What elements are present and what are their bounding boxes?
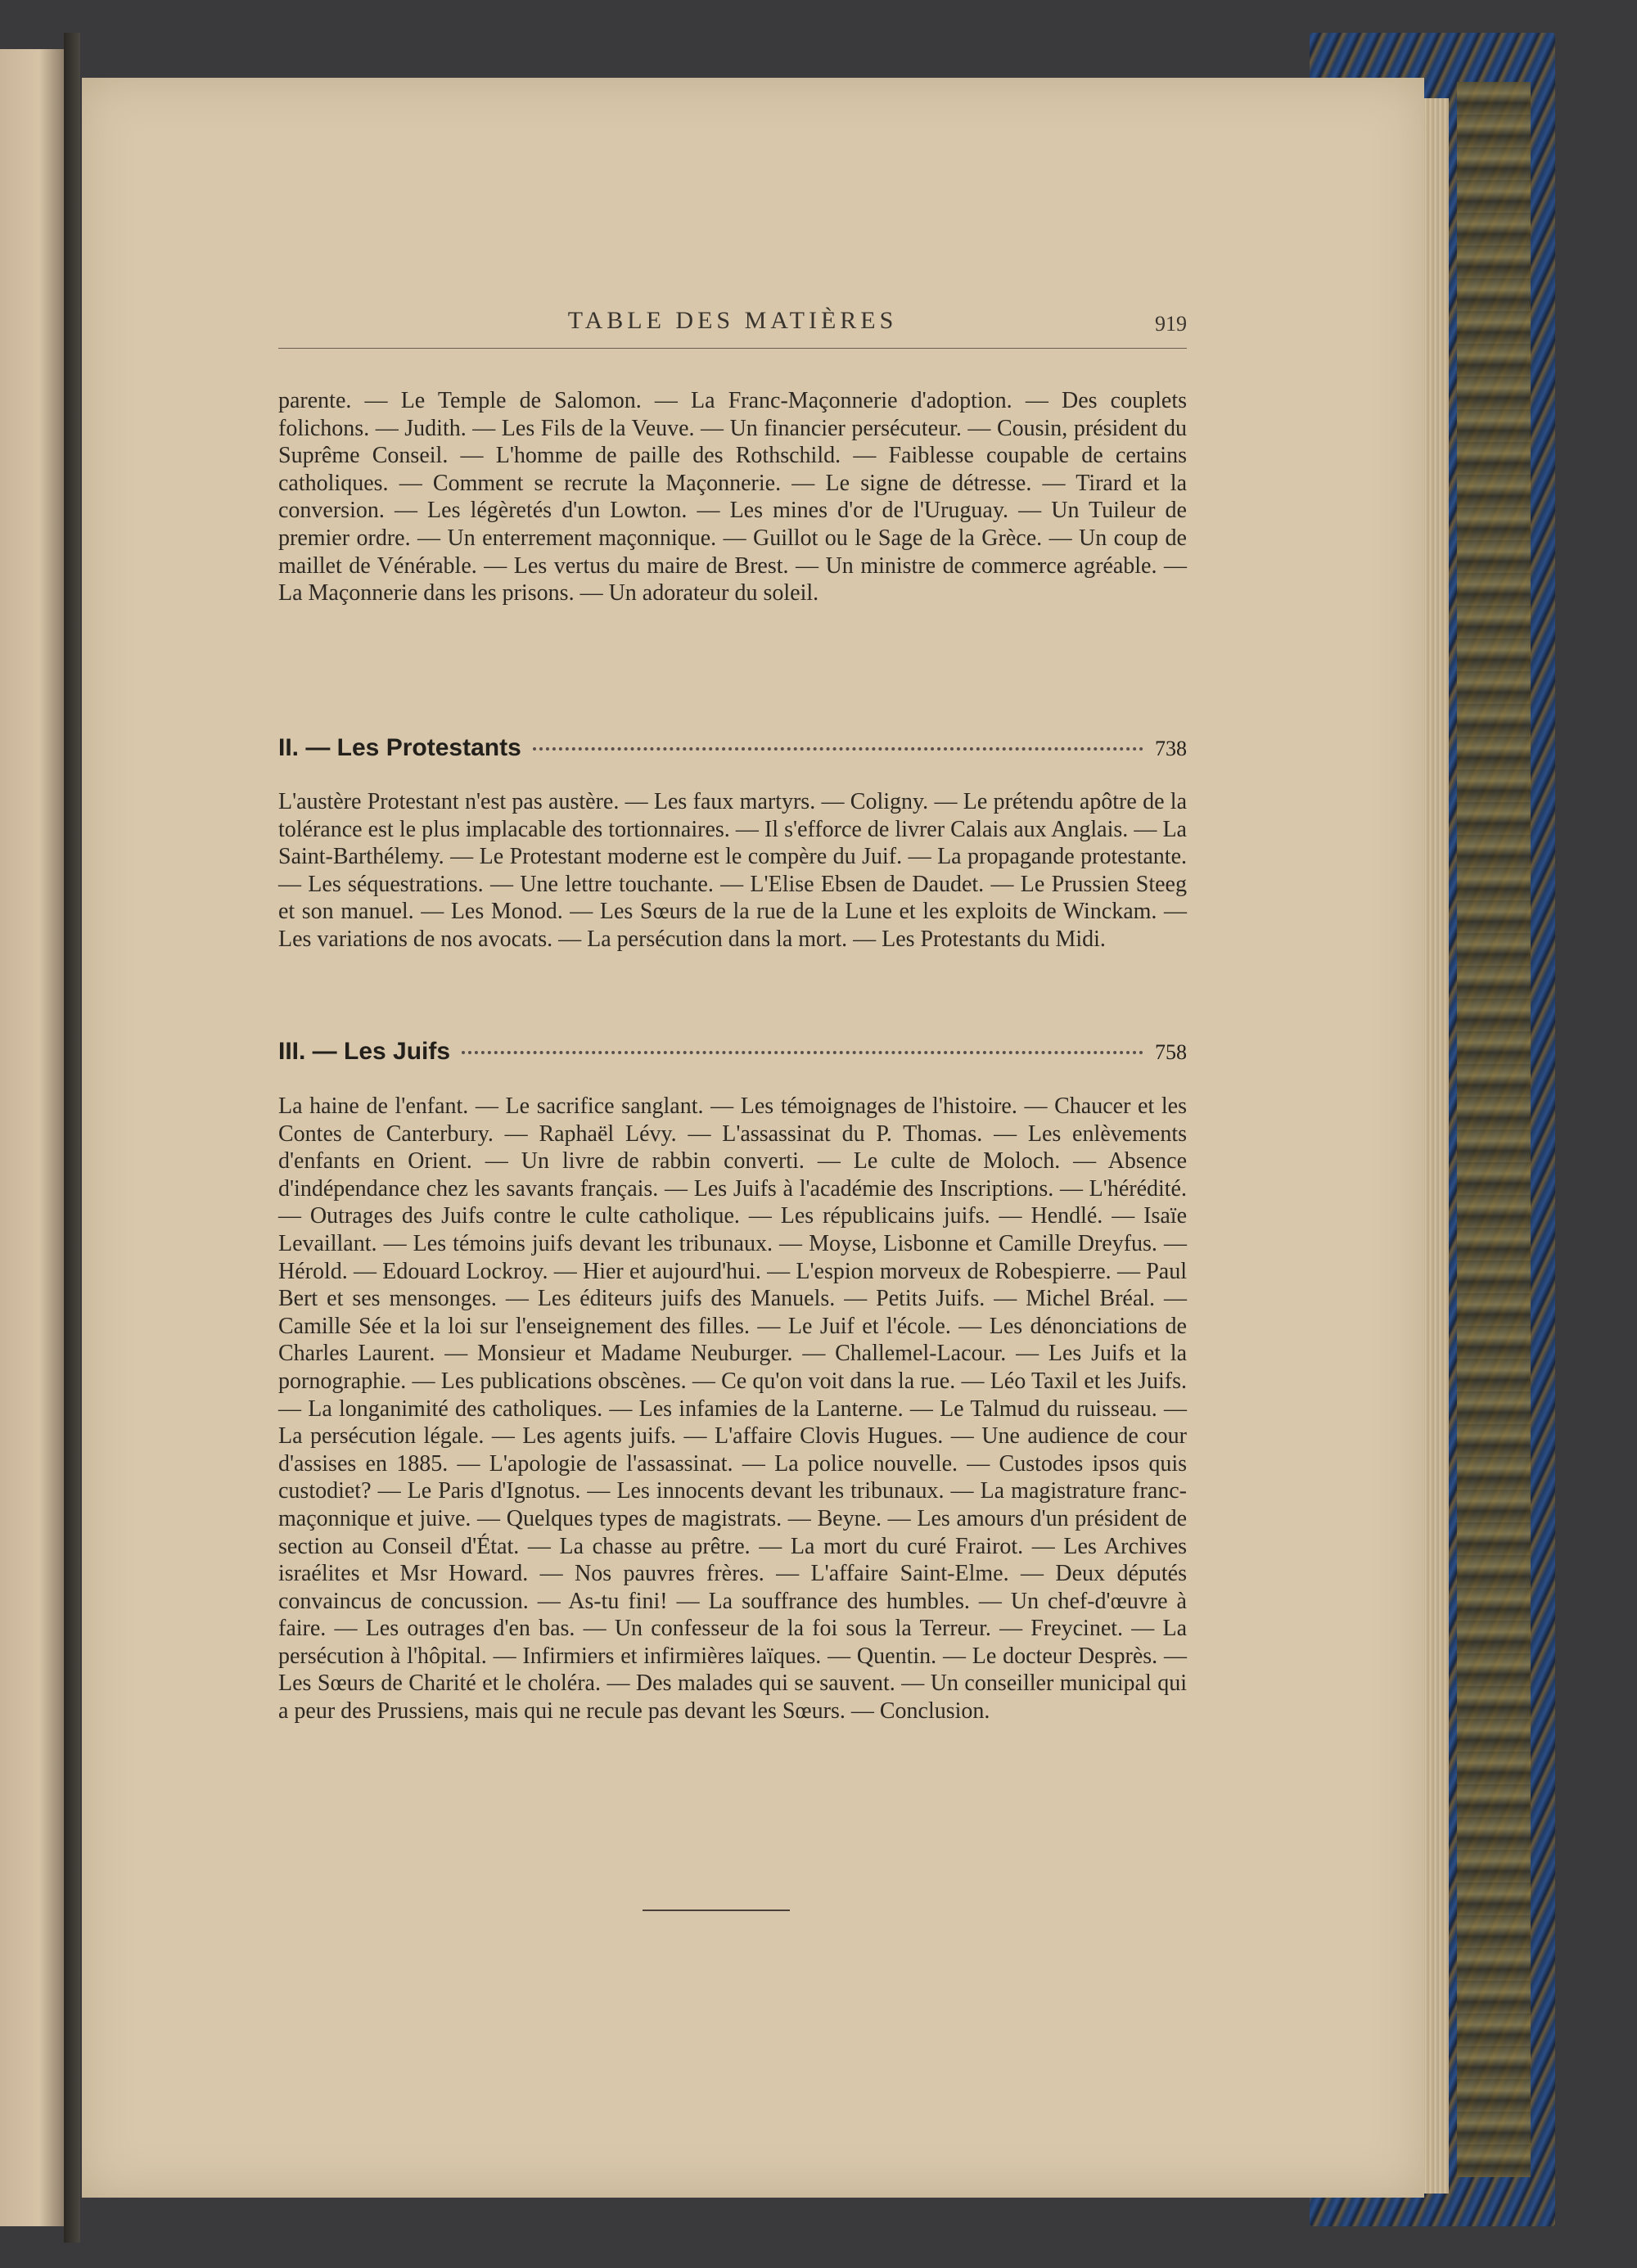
section-heading-protestants <box>278 734 1187 767</box>
book-page <box>82 78 1424 2198</box>
section-text-block-juifs <box>278 1093 1187 1725</box>
section-text: La haine de l'enfant. — Le sacrifice sanglant. — Les témoignages de l'histoire. — Chaucer et les Contes de Canterbury. — Raphaël Lévy. — L'assassinat du P. Thomas. — Les enlèvements d'enfants en Orient. — Un livre de rabbin converti. — Le culte de Moloch. — Absence d'indépendance chez les savants français. — Les Juifs à l'académie des Inscriptions. — L'hérédité. — Outrages des Juifs contre le culte catholique. — Les républicains juifs. — Hendlé. — Isaïe Levaillant. — Les témoins juifs devant les tribunaux. — Moyse, Lisbonne et Camille Dreyfus. — Hérold. — Edouard Lockroy. — Hier et aujourd'hui. — L'espion morveux de Robespierre. — Paul Bert et ses mensonges. — Les éditeurs juifs des Manuels. — Petits Juifs. — Michel Bréal. — Camille Sée et la loi sur l'enseignement des filles. — Le Juif et l'école. — Les dénonciations de Charles Laurent. — Monsieur et Madame Neuburger. — Challemel-Lacour. — Les Juifs et la pornographie. — Les publications obscènes. — Ce qu'on voit dans la rue. — Léo Taxil et les Juifs. — La longanimité des catholiques. — Les infamies de la Lanterne. — Le Talmud du ruisseau. — La persécution légale. — Les agents juifs. — L'affaire Clovis Hugues. — Une audience de cour d'assises en 1885. — L'apologie de l'assassinat. — La police nouvelle. — Custodes ipsos quis custodiet? — Le Paris d'Ignotus. — Les innocents devant les tribunaux. — La magistrature franc-maçonnique et juive. — Quelques types de magistrats. — Beyne. — Les amours d'un président de section au Conseil d'État. — La chasse au prêtre. — La mort du curé Frairot. — Les Archives israélites et Msr Howard. — Nos pauvres frères. — L'affaire Saint-Elme. — Deux députés convaincus de concussion. — As-tu fini! — La souffrance des humbles. — Un chef-d'œuvre à faire. — Les outrages d'en bas. — Un confesseur de la foi sous la Terreur. — Freycinet. — La persécution à l'hôpital. — Infirmiers et infirmières laïques. — Quentin. — Le docteur Desprès. — Les Sœurs de Charité et le choléra. — Des malades qui se sauvent. — Un conseiller municipal qui a peur des Prussiens, mais qui ne recule pas devant les Sœurs. — Conclusion. <box>278 1093 1187 1725</box>
book-gutter <box>64 33 80 2243</box>
running-head-title: TABLE DES MATIÈRES <box>567 307 898 334</box>
page-content <box>196 78 1187 2198</box>
section-text-block-protestants <box>278 788 1187 954</box>
intro-paragraph-block <box>278 387 1187 607</box>
section-page-number: 738 <box>1155 737 1187 760</box>
dot-leader <box>462 1051 1143 1054</box>
end-rule <box>643 1910 790 1911</box>
section-title: II. — Les Protestants <box>278 734 521 761</box>
facing-page-edge <box>0 49 65 2226</box>
dot-leader <box>533 747 1143 751</box>
section-page-number: 758 <box>1155 1040 1187 1064</box>
running-head <box>278 307 1187 349</box>
page-number: 919 <box>1155 312 1187 336</box>
marbled-cover-edge <box>1457 82 1531 2177</box>
section-text: L'austère Protestant n'est pas austère. — Les faux martyrs. — Coligny. — Le prétendu apôtre de la tolérance est le plus implacable des tortionnaires. — Il s'efforce de livrer Calais aux Anglais. — La Saint-Barthélemy. — Le Protestant moderne est le compère du Juif. — La propagande protestante. — Les séquestrations. — Une lettre touchante. — L'Elise Ebsen de Daudet. — Le Prussien Steeg et son manuel. — Les Monod. — Les Sœurs de la rue de la Lune et les exploits de Winckam. — Les variations de nos avocats. — La persécution dans la mort. — Les Protestants du Midi. <box>278 789 1187 952</box>
section-heading-juifs <box>278 1038 1187 1071</box>
section-title: III. — Les Juifs <box>278 1038 451 1065</box>
intro-paragraph: parente. — Le Temple de Salomon. — La Franc-Maçonnerie d'adoption. — Des couplets folichons. — Judith. — Les Fils de la Veuve. — Un financier persécuteur. — Cousin, président du Suprême Conseil. — L'homme de paille des Rothschild. — Faiblesse coupable de certains catholiques. — Comment se recrute la Maçonnerie. — Le signe de détresse. — Tirard et la conversion. — Les légèretés d'un Lowton. — Les mines d'or de l'Uruguay. — Un Tuileur de premier ordre. — Un enterrement maçonnique. — Guillot ou le Sage de la Grèce. — Un coup de maillet de Vénérable. — Les vertus du maire de Brest. — Un ministre de commerce agréable. — La Maçonnerie dans les prisons. — Un adorateur du soleil. <box>278 388 1187 606</box>
